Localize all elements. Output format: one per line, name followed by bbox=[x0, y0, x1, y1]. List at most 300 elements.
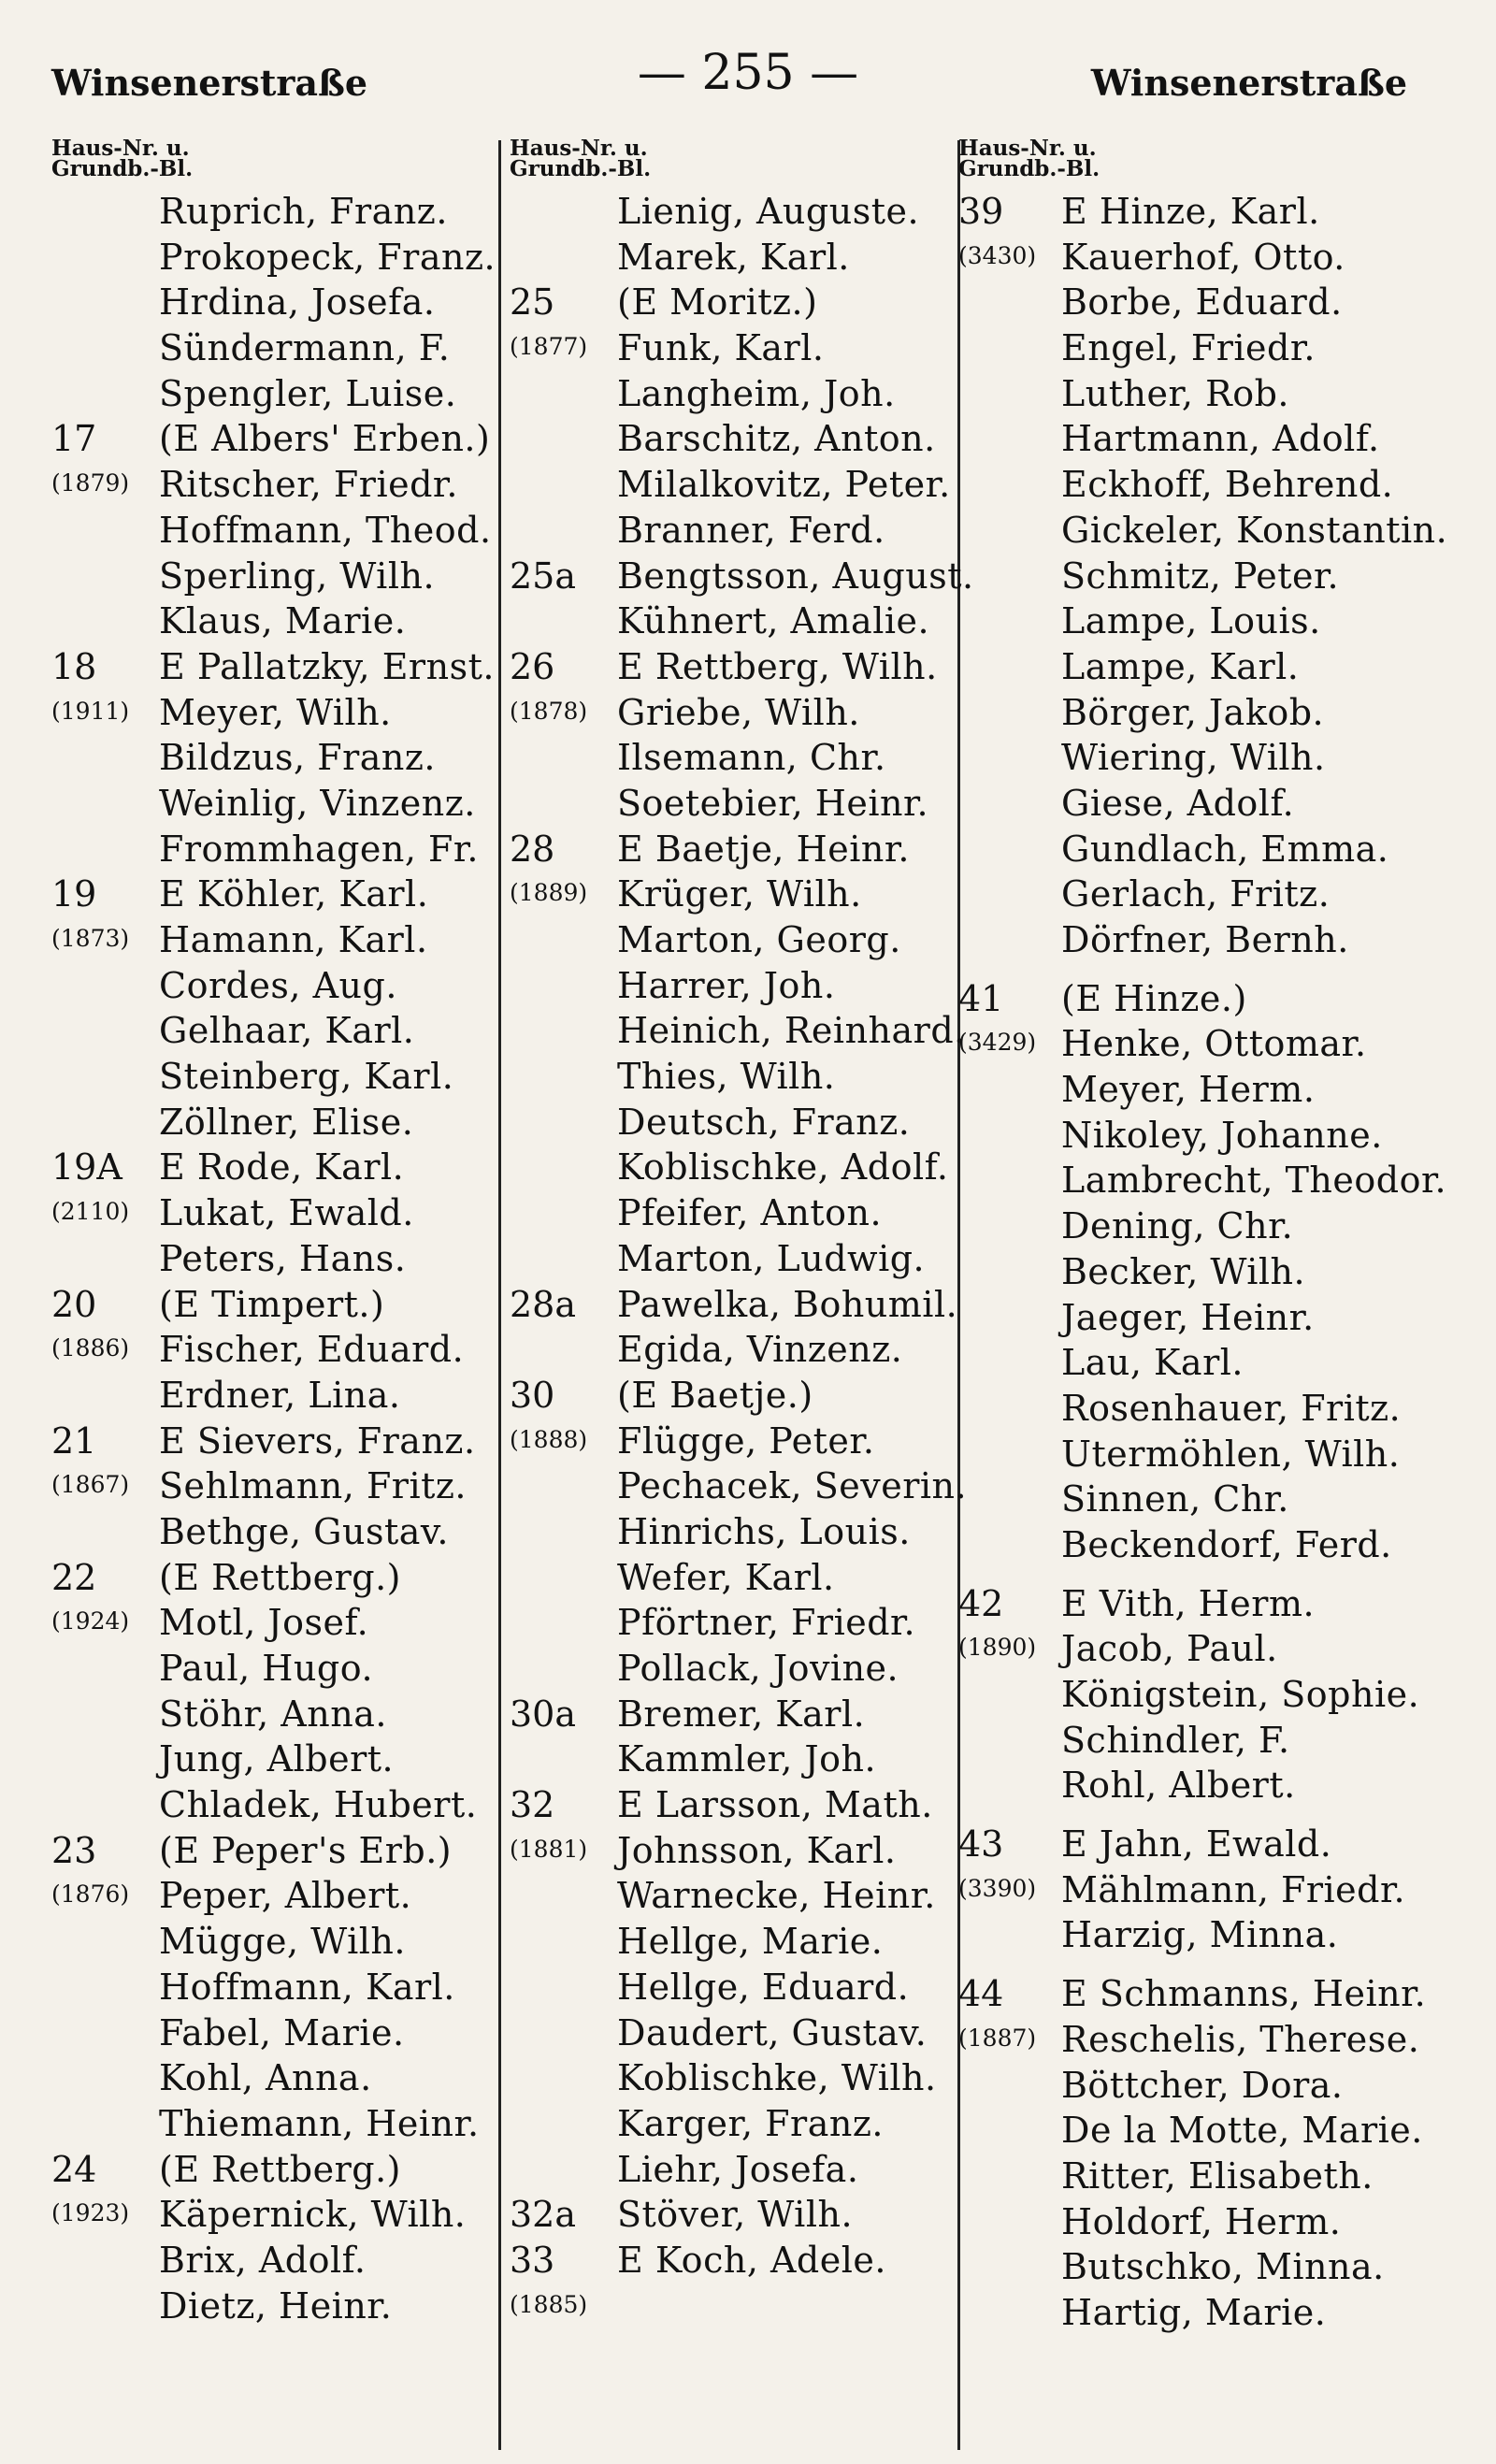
resident-name: Sündermann, F. bbox=[159, 327, 451, 369]
house-number: 23 bbox=[51, 1829, 97, 1871]
resident-name: Lukat, Ewald. bbox=[159, 1192, 414, 1234]
resident-name: Kammler, Joh. bbox=[617, 1738, 877, 1780]
house-number: 43 bbox=[958, 1823, 1004, 1866]
resident-name: Stöhr, Anna. bbox=[159, 1693, 387, 1735]
directory-entry bbox=[51, 600, 496, 646]
house-number: 39 bbox=[958, 191, 1004, 232]
resident-name: Klaus, Marie. bbox=[159, 600, 407, 642]
resident-name: Marek, Karl. bbox=[617, 236, 850, 278]
resident-name: Kohl, Anna. bbox=[159, 2057, 372, 2099]
directory-entry bbox=[510, 646, 958, 692]
directory-entry bbox=[510, 783, 958, 829]
directory-entry bbox=[510, 829, 958, 874]
directory-entry bbox=[958, 1720, 1445, 1765]
resident-name: Ritter, Elisabeth. bbox=[1061, 2154, 1374, 2197]
land-register-number: (1879) bbox=[51, 469, 130, 497]
resident-name: Erdner, Lina. bbox=[159, 1374, 401, 1416]
resident-name: Rosenhauer, Fritz. bbox=[1061, 1387, 1402, 1429]
land-register-number: (1911) bbox=[51, 697, 130, 725]
directory-entry bbox=[51, 373, 496, 419]
directory-entry bbox=[510, 1375, 958, 1420]
resident-name: Pfeifer, Anton. bbox=[617, 1192, 883, 1234]
directory-entry bbox=[958, 1524, 1445, 1570]
resident-name: Lampe, Karl. bbox=[1061, 645, 1300, 687]
directory-entry bbox=[510, 1284, 958, 1330]
resident-name: Butschko, Minna. bbox=[1061, 2246, 1385, 2288]
resident-name: Harrer, Joh. bbox=[617, 964, 836, 1006]
directory-entry bbox=[958, 737, 1445, 783]
resident-name: (E Baetje.) bbox=[617, 1374, 813, 1416]
directory-entry bbox=[958, 1388, 1445, 1434]
directory-entry bbox=[510, 191, 958, 237]
resident-name: Sperling, Wilh. bbox=[159, 555, 436, 597]
directory-entry bbox=[51, 1056, 496, 1102]
house-number: 30 bbox=[510, 1374, 555, 1416]
directory-entry bbox=[958, 1583, 1445, 1629]
resident-name: Ilsemann, Chr. bbox=[617, 737, 886, 779]
column-header-line1: Haus-Nr. u. bbox=[51, 136, 190, 161]
resident-name: Milalkovitz, Peter. bbox=[617, 464, 951, 506]
directory-entry bbox=[958, 1434, 1445, 1479]
resident-name: Wiering, Wilh. bbox=[1061, 737, 1326, 779]
resident-name: Lau, Karl. bbox=[1061, 1342, 1244, 1384]
resident-name: (E Rettberg.) bbox=[159, 2148, 401, 2190]
resident-name: Marton, Ludwig. bbox=[617, 1237, 926, 1279]
resident-name: E Rode, Karl. bbox=[159, 1146, 405, 1189]
resident-name: Johnsson, Karl. bbox=[617, 1829, 897, 1871]
resident-name: Hinrichs, Louis. bbox=[617, 1510, 911, 1552]
directory-entry bbox=[510, 1921, 958, 1967]
directory-entry bbox=[510, 1192, 958, 1238]
resident-name: Thiemann, Heinr. bbox=[159, 2102, 480, 2144]
resident-name: Kauerhof, Otto. bbox=[1061, 236, 1345, 278]
directory-entry bbox=[958, 2155, 1445, 2201]
resident-name: Mügge, Wilh. bbox=[159, 1921, 406, 1963]
directory-entry bbox=[510, 873, 958, 919]
resident-name: Jung, Albert. bbox=[159, 1738, 395, 1780]
directory-entry bbox=[51, 1921, 496, 1967]
directory-entry bbox=[958, 1251, 1445, 1297]
resident-name: E Vith, Herm. bbox=[1061, 1582, 1316, 1624]
resident-name: (E Peper's Erb.) bbox=[159, 1829, 453, 1871]
resident-name: Cordes, Aug. bbox=[159, 964, 397, 1006]
resident-name: Bethge, Gustav. bbox=[159, 1510, 449, 1552]
directory-entry bbox=[51, 965, 496, 1011]
directory-entry bbox=[51, 2012, 496, 2058]
directory-entry bbox=[510, 1465, 968, 1511]
directory-entry bbox=[510, 1784, 958, 1830]
house-number: 18 bbox=[51, 645, 97, 687]
directory-entry bbox=[958, 373, 1445, 419]
land-register-number: (1887) bbox=[958, 2024, 1037, 2052]
house-number: 26 bbox=[510, 645, 555, 687]
directory-entry bbox=[51, 1875, 496, 1921]
land-register-number: (3390) bbox=[958, 1874, 1037, 1902]
resident-name: E Pallatzky, Ernst. bbox=[159, 645, 495, 687]
resident-name: Wefer, Karl. bbox=[617, 1556, 835, 1598]
directory-entry bbox=[958, 1069, 1445, 1115]
directory-entry bbox=[958, 600, 1445, 646]
directory-entry bbox=[510, 1875, 958, 1921]
directory-entry bbox=[51, 2103, 496, 2149]
directory-entry bbox=[510, 965, 958, 1011]
house-number: 19A bbox=[51, 1146, 122, 1189]
house-number: 25 bbox=[510, 281, 555, 324]
directory-entry bbox=[958, 1115, 1445, 1160]
resident-name: Hoffmann, Karl. bbox=[159, 1966, 455, 2008]
directory-entry bbox=[958, 1205, 1445, 1251]
resident-name: Bildzus, Franz. bbox=[159, 737, 436, 779]
resident-name: E Köhler, Karl. bbox=[159, 873, 429, 915]
directory-entry bbox=[51, 1284, 496, 1330]
directory-entry bbox=[510, 2012, 958, 2058]
directory-entry bbox=[510, 327, 958, 373]
directory-entry bbox=[51, 418, 496, 464]
house-number: 22 bbox=[51, 1556, 97, 1598]
resident-name: Peters, Hans. bbox=[159, 1237, 407, 1279]
directory-entry bbox=[958, 464, 1445, 510]
resident-name: Ritscher, Friedr. bbox=[159, 464, 458, 506]
land-register-number: (1889) bbox=[510, 879, 588, 907]
directory-entry bbox=[51, 2285, 496, 2331]
directory-entry bbox=[51, 1557, 496, 1603]
resident-name: (E Timpert.) bbox=[159, 1283, 385, 1325]
directory-entry bbox=[510, 237, 958, 282]
resident-name: Dening, Chr. bbox=[1061, 1205, 1294, 1247]
directory-entry bbox=[958, 2110, 1445, 2155]
resident-name: Dörfner, Bernh. bbox=[1061, 919, 1349, 960]
resident-name: Brix, Adolf. bbox=[159, 2239, 367, 2281]
directory-column-3 bbox=[958, 136, 1448, 2338]
resident-name: Jaeger, Heinr. bbox=[1061, 1296, 1315, 1338]
land-register-number: (1873) bbox=[51, 925, 130, 952]
land-register-number: (1885) bbox=[510, 2290, 588, 2318]
page-number: — 255 — bbox=[637, 45, 859, 101]
resident-name: Gundlach, Emma. bbox=[1061, 828, 1389, 870]
directory-entry bbox=[510, 2057, 958, 2103]
column-header bbox=[510, 138, 958, 191]
directory-entry bbox=[958, 509, 1448, 555]
resident-name: Gelhaar, Karl. bbox=[159, 1010, 415, 1052]
land-register-number: (1886) bbox=[51, 1334, 130, 1362]
resident-name: Hartig, Marie. bbox=[1061, 2291, 1327, 2333]
resident-name: Becker, Wilh. bbox=[1061, 1250, 1306, 1292]
resident-name: Mählmann, Friedr. bbox=[1061, 1868, 1406, 1910]
column-header-line1: Haus-Nr. u. bbox=[958, 136, 1097, 161]
directory-entry bbox=[51, 1465, 496, 1511]
directory-entry bbox=[510, 373, 958, 419]
directory-entry bbox=[958, 873, 1445, 919]
directory-entry bbox=[510, 1738, 958, 1784]
resident-name: Giese, Adolf. bbox=[1061, 782, 1295, 824]
directory-entry bbox=[510, 2149, 958, 2195]
directory-entry bbox=[958, 692, 1445, 738]
resident-name: Gickeler, Konstantin. bbox=[1061, 509, 1448, 551]
house-number: 24 bbox=[51, 2148, 97, 2190]
resident-name: Bengtsson, August. bbox=[617, 555, 974, 597]
resident-name: Lambrecht, Theodor. bbox=[1061, 1160, 1447, 1202]
resident-name: Pechacek, Severin. bbox=[617, 1465, 968, 1507]
resident-name: E Hinze, Karl. bbox=[1061, 191, 1320, 232]
resident-name: Deutsch, Franz. bbox=[617, 1101, 911, 1143]
directory-entry bbox=[51, 464, 496, 510]
directory-entry bbox=[510, 1693, 958, 1739]
resident-name: Käpernick, Wilh. bbox=[159, 2194, 467, 2236]
house-number: 41 bbox=[958, 977, 1004, 1019]
resident-name: Karger, Franz. bbox=[617, 2102, 884, 2144]
house-number: 44 bbox=[958, 1973, 1004, 2015]
resident-name: Holdorf, Herm. bbox=[1061, 2200, 1342, 2242]
directory-entry bbox=[510, 1146, 958, 1192]
directory-entry bbox=[958, 978, 1445, 1024]
directory-entry bbox=[958, 646, 1445, 692]
resident-name: Reschelis, Therese. bbox=[1061, 2018, 1420, 2060]
column-header-line2: Grundb.-Bl. bbox=[958, 156, 1100, 181]
resident-name: Beckendorf, Ferd. bbox=[1061, 1523, 1392, 1565]
directory-entry bbox=[51, 1967, 496, 2012]
resident-name: Rohl, Albert. bbox=[1061, 1765, 1296, 1807]
directory-entry bbox=[510, 1329, 958, 1375]
directory-entry bbox=[958, 281, 1445, 327]
resident-name: Paul, Hugo. bbox=[159, 1648, 374, 1689]
directory-entry bbox=[51, 2149, 496, 2195]
resident-name: E Sievers, Franz. bbox=[159, 1419, 476, 1462]
directory-entry bbox=[51, 829, 496, 874]
directory-entry bbox=[958, 829, 1445, 874]
resident-name: Egida, Vinzenz. bbox=[617, 1329, 903, 1371]
directory-entry bbox=[51, 281, 496, 327]
house-number: 33 bbox=[510, 2239, 555, 2281]
directory-entry bbox=[510, 281, 958, 327]
resident-name: Nikoley, Johanne. bbox=[1061, 1114, 1383, 1156]
directory-entry bbox=[958, 418, 1445, 464]
resident-name: Warnecke, Heinr. bbox=[617, 1875, 936, 1917]
directory-entry bbox=[51, 237, 496, 282]
directory-entry bbox=[510, 737, 958, 783]
resident-name: Branner, Ferd. bbox=[617, 509, 885, 551]
directory-entry bbox=[510, 2240, 958, 2285]
directory-entry bbox=[958, 1160, 1445, 1205]
directory-entry bbox=[510, 464, 958, 510]
resident-name: Schmitz, Peter. bbox=[1061, 555, 1340, 597]
resident-name: Börger, Jakob. bbox=[1061, 691, 1325, 733]
resident-name: E Koch, Adele. bbox=[617, 2239, 886, 2281]
resident-name: Daudert, Gustav. bbox=[617, 2011, 928, 2053]
resident-name: Meyer, Herm. bbox=[1061, 1069, 1316, 1111]
directory-entry bbox=[510, 1967, 958, 2012]
resident-name: Hoffmann, Theod. bbox=[159, 509, 492, 551]
directory-entry bbox=[958, 1869, 1445, 1915]
column-header bbox=[958, 138, 1445, 191]
directory-column-1 bbox=[51, 138, 496, 2330]
directory-entry bbox=[510, 600, 958, 646]
resident-name: Ruprich, Franz. bbox=[159, 191, 448, 232]
resident-name: Krüger, Wilh. bbox=[617, 873, 862, 915]
directory-entry bbox=[51, 2194, 496, 2240]
resident-name: Flügge, Peter. bbox=[617, 1419, 875, 1462]
directory-entry bbox=[510, 2194, 958, 2240]
resident-name: Kühnert, Amalie. bbox=[617, 600, 930, 642]
directory-entry bbox=[510, 1238, 958, 1284]
directory-entry bbox=[510, 1602, 958, 1648]
directory-entry bbox=[958, 555, 1445, 601]
land-register-number: (2110) bbox=[51, 1198, 130, 1226]
directory-entry bbox=[51, 1693, 496, 1739]
resident-name: (E Rettberg.) bbox=[159, 1556, 401, 1598]
directory-entry bbox=[958, 2065, 1445, 2111]
house-number: 25a bbox=[510, 555, 577, 597]
resident-name: Utermöhlen, Wilh. bbox=[1061, 1433, 1401, 1475]
directory-entry bbox=[51, 2240, 496, 2285]
directory-entry bbox=[51, 1648, 496, 1693]
resident-name: Pawelka, Bohumil. bbox=[617, 1283, 958, 1325]
resident-name: Sehlmann, Fritz. bbox=[159, 1465, 467, 1507]
house-number: 21 bbox=[51, 1419, 97, 1462]
land-register-number: (3429) bbox=[958, 1029, 1037, 1057]
house-number: 30a bbox=[510, 1693, 577, 1735]
house-number: 42 bbox=[958, 1582, 1004, 1624]
directory-entry bbox=[510, 1102, 958, 1147]
land-register-number: (1881) bbox=[510, 1835, 588, 1863]
resident-name: Borbe, Eduard. bbox=[1061, 281, 1343, 324]
column-header-line1: Haus-Nr. u. bbox=[510, 136, 648, 161]
house-number: 28a bbox=[510, 1283, 577, 1325]
directory-entry bbox=[958, 783, 1445, 829]
directory-entry bbox=[51, 1420, 496, 1466]
directory-entry bbox=[958, 2019, 1445, 2065]
column-header-line2: Grundb.-Bl. bbox=[510, 156, 652, 181]
resident-name: Spengler, Luise. bbox=[159, 372, 457, 414]
directory-entry bbox=[51, 327, 496, 373]
header-street-left: Winsenerstraße bbox=[51, 62, 368, 104]
resident-name: Bremer, Karl. bbox=[617, 1693, 866, 1735]
resident-name: Thies, Wilh. bbox=[617, 1056, 836, 1098]
resident-name: Stöver, Wilh. bbox=[617, 2194, 854, 2236]
directory-entry bbox=[51, 646, 496, 692]
directory-entry bbox=[51, 783, 496, 829]
resident-name: Funk, Karl. bbox=[617, 327, 825, 369]
directory-entry bbox=[51, 2057, 496, 2103]
resident-name: Langheim, Joh. bbox=[617, 372, 896, 414]
directory-entry bbox=[510, 1420, 958, 1466]
land-register-number: (1867) bbox=[51, 1471, 130, 1499]
land-register-number: (1888) bbox=[510, 1425, 588, 1453]
land-register-number: (3430) bbox=[958, 241, 1037, 269]
resident-name: Zöllner, Elise. bbox=[159, 1101, 414, 1143]
resident-name: Motl, Josef. bbox=[159, 1602, 369, 1644]
header-street-right: Winsenerstraße bbox=[1090, 62, 1407, 104]
directory-entry bbox=[958, 237, 1445, 282]
resident-name: E Schmanns, Heinr. bbox=[1061, 1973, 1427, 2015]
resident-name: Koblischke, Adolf. bbox=[617, 1146, 949, 1189]
resident-name: Meyer, Wilh. bbox=[159, 691, 392, 733]
resident-name: Lienig, Auguste. bbox=[617, 191, 920, 232]
resident-name: E Rettberg, Wilh. bbox=[617, 645, 938, 687]
house-number: 17 bbox=[51, 418, 97, 460]
resident-name: Fischer, Eduard. bbox=[159, 1329, 465, 1371]
resident-name: Harzig, Minna. bbox=[1061, 1914, 1339, 1956]
house-number: 19 bbox=[51, 873, 97, 915]
directory-entry bbox=[51, 1010, 496, 1056]
land-register-number: (1876) bbox=[51, 1880, 130, 1909]
land-register-number: (1924) bbox=[51, 1607, 130, 1635]
directory-entry bbox=[51, 1102, 496, 1147]
directory-entry bbox=[51, 1784, 496, 1830]
column-header bbox=[51, 138, 496, 191]
resident-name: Henke, Ottomar. bbox=[1061, 1023, 1367, 1065]
directory-entry bbox=[510, 1056, 958, 1102]
resident-name: Hamann, Karl. bbox=[159, 919, 428, 960]
resident-name: Heinich, Reinhard. bbox=[617, 1010, 966, 1052]
resident-name: E Baetje, Heinr. bbox=[617, 828, 910, 870]
resident-name: Barschitz, Anton. bbox=[617, 418, 936, 460]
land-register-number: (1923) bbox=[51, 2199, 130, 2227]
directory-entry bbox=[958, 1297, 1445, 1343]
resident-name: E Jahn, Ewald. bbox=[1061, 1823, 1332, 1866]
house-number: 32a bbox=[510, 2194, 577, 2236]
resident-name: Frommhagen, Fr. bbox=[159, 828, 479, 870]
resident-name: Marton, Georg. bbox=[617, 919, 901, 960]
directory-entry bbox=[51, 555, 496, 601]
directory-entry bbox=[51, 737, 496, 783]
resident-name: E Larsson, Math. bbox=[617, 1784, 933, 1826]
resident-name: Hellge, Eduard. bbox=[617, 1966, 910, 2008]
resident-name: Fabel, Marie. bbox=[159, 2011, 405, 2053]
directory-entry bbox=[510, 919, 958, 965]
resident-name: Prokopeck, Franz. bbox=[159, 236, 496, 278]
resident-name: Griebe, Wilh. bbox=[617, 691, 860, 733]
column-header-line2: Grundb.-Bl. bbox=[51, 156, 194, 181]
resident-name: Chladek, Hubert. bbox=[159, 1784, 478, 1826]
resident-name: Königstein, Sophie. bbox=[1061, 1674, 1420, 1715]
resident-name: Jacob, Paul. bbox=[1061, 1628, 1278, 1670]
land-register-number: (1877) bbox=[510, 333, 588, 361]
directory-entry bbox=[510, 1511, 958, 1557]
resident-name: Pollack, Jovine. bbox=[617, 1648, 899, 1689]
resident-name: Lampe, Louis. bbox=[1061, 600, 1321, 642]
resident-name: Liehr, Josefa. bbox=[617, 2148, 859, 2190]
directory-entry bbox=[51, 1602, 496, 1648]
house-number: 32 bbox=[510, 1784, 555, 1826]
resident-name: Weinlig, Vinzenz. bbox=[159, 782, 476, 824]
directory-entry bbox=[510, 555, 974, 601]
directory-entry bbox=[510, 692, 958, 738]
directory-entry bbox=[958, 2292, 1445, 2338]
directory-entry bbox=[958, 1973, 1445, 2019]
directory-entry bbox=[51, 510, 496, 555]
resident-name: Luther, Rob. bbox=[1061, 372, 1289, 414]
directory-entry bbox=[510, 418, 958, 464]
directory-entry bbox=[51, 1146, 496, 1192]
resident-name: Schindler, F. bbox=[1061, 1719, 1290, 1761]
directory-entry bbox=[510, 2285, 958, 2331]
directory-entry bbox=[51, 919, 496, 965]
resident-name: Pförtner, Friedr. bbox=[617, 1602, 916, 1644]
directory-entry bbox=[51, 1511, 496, 1557]
directory-entry bbox=[51, 1329, 496, 1375]
resident-name: Hrdina, Josefa. bbox=[159, 281, 436, 324]
directory-entry bbox=[51, 692, 496, 738]
resident-name: Engel, Friedr. bbox=[1061, 327, 1316, 369]
directory-entry bbox=[958, 1765, 1445, 1810]
resident-name: Peper, Albert. bbox=[159, 1875, 412, 1917]
resident-name: De la Motte, Marie. bbox=[1061, 2110, 1423, 2152]
land-register-number: (1890) bbox=[958, 1634, 1037, 1662]
directory-entry bbox=[51, 873, 496, 919]
resident-name: Gerlach, Fritz. bbox=[1061, 873, 1331, 915]
directory-entry bbox=[958, 919, 1445, 965]
directory-entry bbox=[958, 191, 1445, 237]
